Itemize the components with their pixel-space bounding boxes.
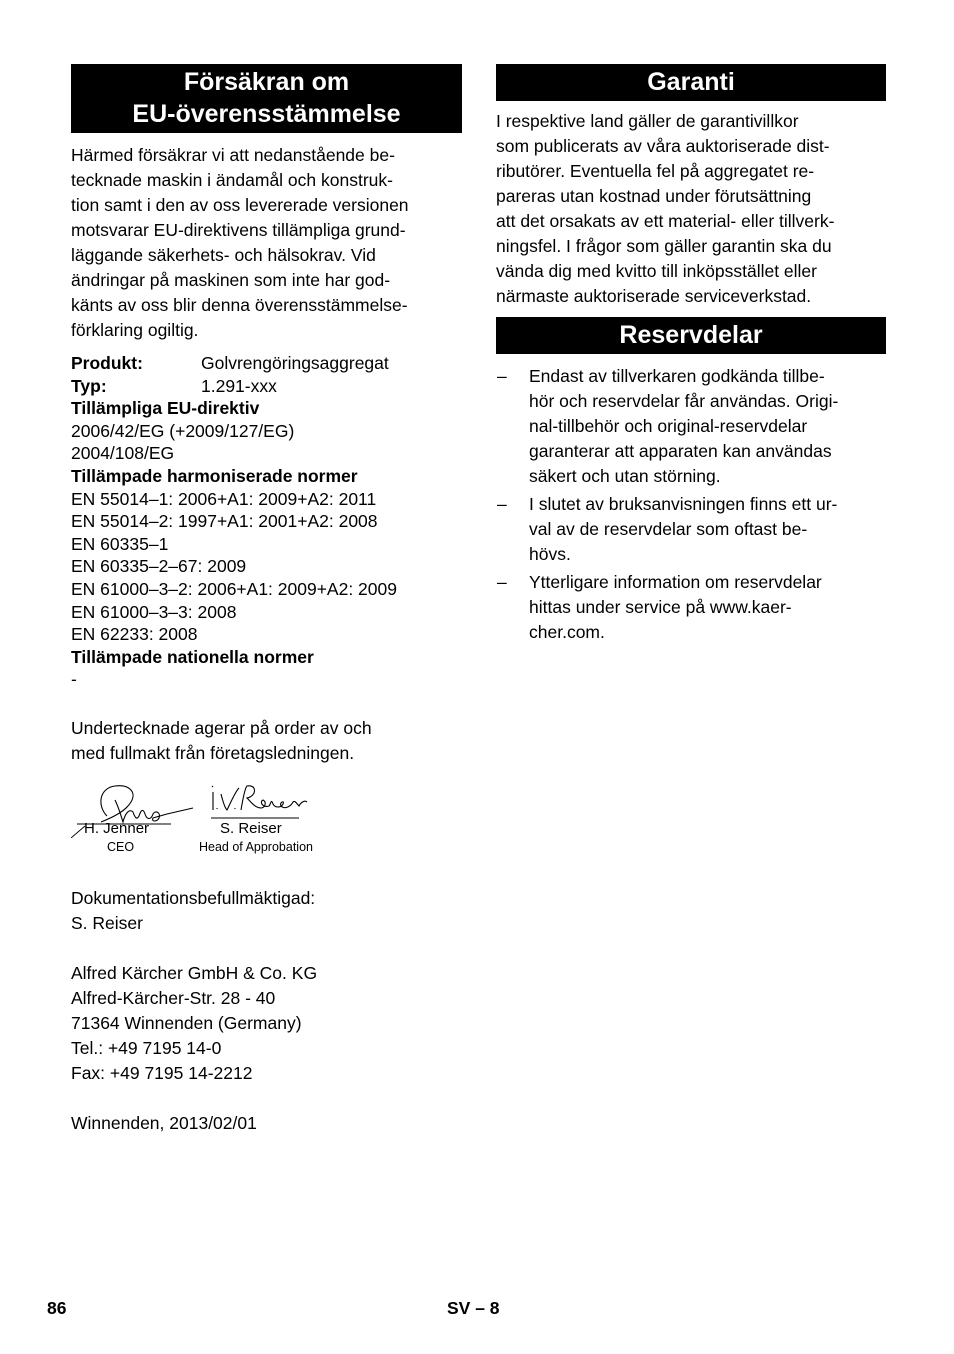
directive-item: 2006/42/EG (+2009/127/EG): [71, 420, 295, 441]
warranty-text: I respektive land gäller de garantivillkor som publicerats av våra auktoriserade dist- ributörer. Eventuella fel på aggregatet re- pareras utan kostnad under förutsättning att det orsakats av ett material- eller tillverk- ningsfel. I frågor som gäller garantin ska du vända dig med kvitto till inköpsstället eller närmaste auktoriserade serviceverkstad.: [496, 111, 835, 306]
list-item: – Endast av tillverkaren godkända tillbe- hör och reservdelar får användas. Origi- nal-tillbehör och original-reservdelar garanterar att apparaten kan användas säkert och utan störning.: [497, 366, 839, 486]
bullet-dash: –: [497, 572, 507, 592]
standard-item: EN 61000–3–3: 2008: [71, 601, 237, 622]
authorization-text: Undertecknade agerar på order av och med fullmakt från företagsledningen.: [71, 717, 372, 763]
directives-heading: Tillämpliga EU-direktiv: [71, 398, 260, 419]
spare-parts-heading: Reservdelar: [496, 317, 886, 354]
bullet-dash: –: [497, 366, 507, 386]
list-item: – Ytterligare information om reservdelar hittas under service på www.kaer- cher.com.: [497, 572, 822, 642]
type-label: Typ:: [71, 375, 107, 396]
declaration-heading: [71, 64, 462, 133]
documentation-name: S. Reiser: [71, 912, 143, 933]
standard-item: EN 55014–2: 1997+A1: 2001+A2: 2008: [71, 511, 378, 532]
harmonised-standards-heading: Tillämpade harmoniserade normer: [71, 465, 358, 486]
declaration-heading-line2: EU-överensstämmelse: [132, 100, 401, 128]
page-number: 86: [47, 1298, 67, 1318]
warranty-heading: Garanti: [496, 64, 886, 101]
type-row: [71, 375, 462, 398]
standard-item: EN 62233: 2008: [71, 624, 198, 645]
declaration-intro: Härmed försäkrar vi att nedanstående be- tecknade maskin i ändamål och konstruk- tion samt i den av oss levererade versionen motsvarar EU-direktivens tillämpliga grund- läggande säkerhets- och hälsokrav. Vid ändringar på maskinen som inte har god- känts av oss blir denna överensstämmelse- förklaring ogiltig.: [71, 145, 409, 340]
product-label: Produkt:: [71, 353, 143, 373]
standard-item: EN 60335–1: [71, 533, 169, 554]
place-date: Winnenden, 2013/02/01: [71, 1112, 257, 1133]
declaration-column: [71, 64, 462, 1136]
national-standards-heading: Tillämpade nationella normer: [71, 646, 314, 667]
bullet-dash: –: [497, 494, 507, 514]
documentation-label: Dokumentationsbefullmäktigad:: [71, 887, 316, 908]
section-page-code: SV – 8: [447, 1298, 500, 1318]
national-standards-value: -: [71, 669, 77, 690]
directive-item: 2004/108/EG: [71, 443, 175, 464]
standard-item: EN 61000–3–2: 2006+A1: 2009+A2: 2009: [71, 578, 397, 599]
product-specification: [71, 352, 462, 691]
signatory-role: Head of Approbation: [199, 839, 313, 854]
type-value: 1.291-xxx: [201, 375, 277, 396]
list-item: – I slutet av bruksanvisningen finns ett ur- val av de reservdelar som oftast be- hövs.: [497, 494, 838, 564]
warranty-column: [496, 64, 886, 648]
product-row: [71, 352, 462, 375]
company-address: Alfred Kärcher GmbH & Co. KG Alfred-Kärcher-Str. 28 - 40 71364 Winnenden (Germany) Tel.: +49 7195 14-0 Fax: +49 7195 14-2212: [71, 962, 318, 1083]
standard-item: EN 60335–2–67: 2009: [71, 556, 247, 577]
documentation-representative: [71, 886, 462, 936]
signature-block: [71, 778, 462, 870]
signatory-name: S. Reiser: [220, 819, 282, 837]
product-value: Golvrengöringsaggregat: [201, 353, 389, 373]
declaration-heading-line1: Försäkran om: [183, 68, 350, 96]
signatory-name: H. Jenner: [84, 819, 150, 837]
spare-parts-list: [496, 364, 886, 645]
signatory-role: CEO: [107, 839, 135, 854]
standard-item: EN 55014–1: 2006+A1: 2009+A2: 2011: [71, 488, 377, 509]
